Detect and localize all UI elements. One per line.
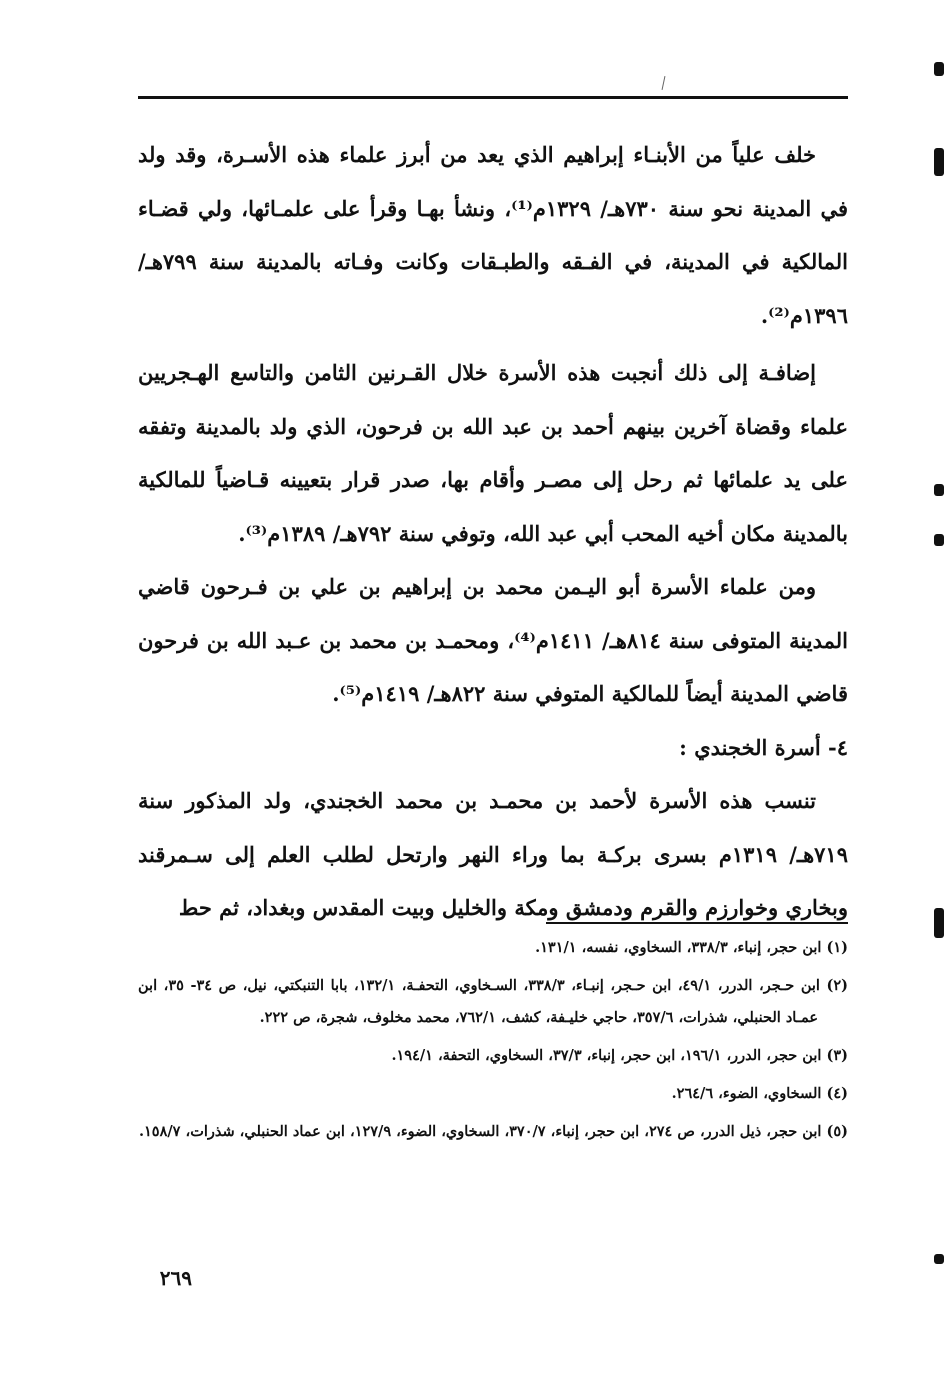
scan-edge-mark [934,1254,944,1264]
page-number: ٢٦٩ [159,1266,192,1290]
section-heading: ٤- أسرة الخجندي : [679,734,848,760]
footnote-2: (٢) ابن حـجر، الدرر، ٤٩/١، ابن حـجر، إنبـاء، ٣٣٨/٣، السـخاوي، التحفـة، ١٣٢/١، بابا التنبكتي، نيل، ص ٣٤- ٣٥، ابن عمـاد الحنبلي، شذرات، ٣٥٧/٦، حاجي خليـفة، كشف، ٧٦٢/١، محمد مخلوف، شجرة، ص ٢٢٢. [138,977,848,1026]
scan-edge-mark [934,534,944,546]
scan-artifact-tick [662,76,666,90]
scan-edge-mark [934,484,944,496]
footnote-1: (١) ابن حجر، إنباء، ٣٣٨/٣، السخاوي، نفسه، ١٣١/١. [535,939,848,956]
main-text [138,128,848,935]
footnote-rule [546,922,848,924]
paragraph-abu-alyumn: ومن علماء الأسرة أبو اليـمن محمد بن إبراهيم بن علي بن فـرحون قاضي المدينة المتوفى سنة ٨١٤هـ/ ١٤١١م⁽⁴⁾، ومحمـد بن محمد بن عـبد الله بن فرحون قاضي المدينة أيضاً للمالكية المتوفي سنة ٨٢٢هـ/ ١٤١٩م⁽⁵⁾. [138,574,848,706]
header-rule [138,96,848,99]
footnotes [138,932,848,1154]
scan-edge-mark [934,148,944,176]
footnote-3: (٣) ابن حجر، الدرر، ١٩٦/١، ابن حجر، إنباء، ٣٧/٣، السخاوي، التحفة، ١٩٤/١. [391,1047,848,1064]
scan-edge-mark [934,908,944,938]
scan-edge-mark [934,62,944,76]
paragraph-ahmad: إضافـة إلى ذلك أنجبت هذه الأسرة خلال القـرنين الثامن والتاسع الهـجريين علماء وقضاة آخرين بينهم أحمد بن عبد الله بن فرحون، الذي ولد بالمدينة وتفقه على يد علمائها ثم رحل إلى مصـر وأقام بها، صدر قرار بتعيينه قـاضياً للمالكية بالمدينة مكان أخيه المحب أبي عبد الله، وتوفي سنة ٧٩٢هـ/ ١٣٨٩م⁽³⁾. [138,360,848,546]
paragraph-ibrahim: خلف علياً من الأبنـاء إبراهيم الذي يعد من أبرز علماء هذه الأسـرة، وقد ولد في المدينة نحو سنة ٧٣٠هـ/ ١٣٢٩م⁽¹⁾، ونشأ بهـا وقرأ على علمـائها، ولي قضـاء المالكية في المدينة، في الفـقه والطبـقات وكانت وفـاته بالمدينة سنة ٧٩٩هـ/ ١٣٩٦م⁽²⁾. [138,142,848,328]
paragraph-khujandi: تنسب هذه الأسرة لأحمد بن محمـد بن محمد الخجندي، ولد المذكور سنة ٧١٩هـ/ ١٣١٩م بسرى بركـة بما وراء النهر وارتحل لطلب العلم إلى سـمرقند وبخاري وخوارزم والقرم ودمشق ومكة والخليل وبيت المقدس وبغداد، ثم حط [138,788,848,920]
footnote-5: (٥) ابن حجر، ذيل الدرر، ص ٢٧٤، ابن حجر، إنباء، ٣٧٠/٧، السخاوي، الضوء، ١٢٧/٩، ابن عماد الحنبلي، شذرات، ١٥٨/٧. [138,1123,848,1140]
footnote-4: (٤) السخاوي، الضوء، ٢٦٤/٦. [671,1085,848,1102]
